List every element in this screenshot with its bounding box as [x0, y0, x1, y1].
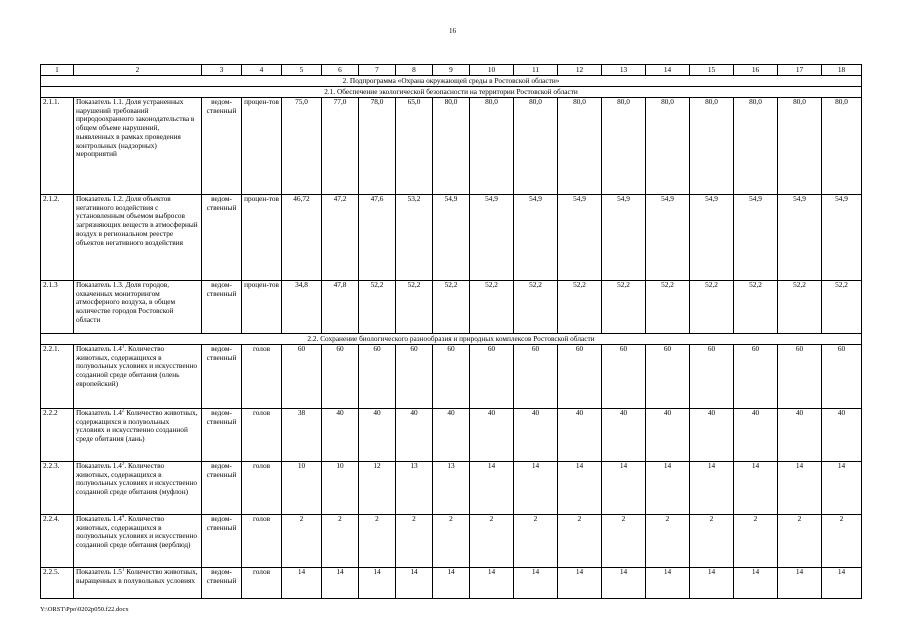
indicator-unit: голов: [242, 345, 282, 409]
indicator-type: ведом-ственный: [202, 462, 242, 515]
indicator-prefix: Показатель 1.4: [76, 514, 122, 523]
indicator-text: Количество животных, выращенных в полувольных условиях: [76, 567, 198, 585]
column-number-cell: 17: [778, 65, 822, 76]
indicator-value: 80,0: [778, 98, 822, 195]
column-number-cell: 3: [202, 65, 242, 76]
column-number-row: [41, 65, 862, 76]
indicator-value: 52,2: [778, 281, 822, 334]
indicator-superscript: 3: [121, 461, 125, 467]
indicator-value: 14: [646, 462, 690, 515]
page-number: 16: [449, 27, 456, 35]
indicator-value: 52,2: [690, 281, 734, 334]
indicator-unit: голов: [242, 462, 282, 515]
indicator-value: 60: [734, 345, 778, 409]
indicator-value: 54,9: [734, 195, 778, 281]
indicator-value: 52,2: [470, 281, 514, 334]
indicator-superscript: 1: [121, 567, 125, 573]
column-number-cell: 14: [646, 65, 690, 76]
indicator-value: 13: [396, 462, 433, 515]
indicator-value: 2: [514, 515, 558, 568]
indicator-value: 52,2: [558, 281, 602, 334]
column-number-cell: 13: [602, 65, 646, 76]
indicator-prefix: Показатель 1.4: [76, 344, 122, 353]
indicator-value: 38: [282, 409, 322, 462]
indicator-value: 40: [322, 409, 359, 462]
indicator-type: ведом-ственный: [202, 409, 242, 462]
indicator-value: 40: [470, 409, 514, 462]
indicator-value: 14: [690, 568, 734, 599]
indicator-text: Количество животных, содержащихся в полувольных условиях и искусственно созданной среде обитания (лань): [76, 408, 198, 444]
indicator-value: 14: [470, 568, 514, 599]
indicator-unit: голов: [242, 515, 282, 568]
indicator-value: 60: [646, 345, 690, 409]
indicator-value: 60: [558, 345, 602, 409]
indicator-value: 2: [558, 515, 602, 568]
indicator-value: 52,2: [646, 281, 690, 334]
indicator-value: 46,72: [282, 195, 322, 281]
indicator-value: 12: [359, 462, 396, 515]
indicator-type: ведом-ственный: [202, 568, 242, 599]
section-2-title-row-title: 2.2. Сохранение биологического разнообразия и природных комплексов Ростовской области: [41, 334, 862, 345]
indicator-value: 60: [778, 345, 822, 409]
indicator-value: 2: [734, 515, 778, 568]
indicator-unit: процен-тов: [242, 281, 282, 334]
indicator-name: [74, 515, 202, 568]
indicator-value: 80,0: [602, 98, 646, 195]
column-number-cell: 9: [433, 65, 470, 76]
indicator-value: 34,8: [282, 281, 322, 334]
indicator-value: 2: [646, 515, 690, 568]
indicator-value: 80,0: [822, 98, 862, 195]
indicator-value: 14: [822, 568, 862, 599]
indicator-text: . Количество животных, содержащихся в полувольных условиях и искусственно созданной среде обитания (муфлон): [76, 461, 198, 497]
section-2-title-row: [41, 334, 862, 345]
indicator-value: 2: [282, 515, 322, 568]
section-1-title-row: [41, 87, 862, 98]
indicator-value: 14: [778, 462, 822, 515]
indicator-code: 2.1.1.: [41, 98, 74, 195]
indicator-value: 14: [690, 462, 734, 515]
indicator-value: 40: [359, 409, 396, 462]
indicator-value: 54,9: [433, 195, 470, 281]
indicator-value: 14: [734, 462, 778, 515]
indicator-name: Показатель 1.1. Доля устраненных нарушений требований природоохранного законодательства в общем объеме нарушений, выявленных в рамках проведения контрольных (надзорных) мероприятий: [74, 98, 202, 195]
indicator-value: 14: [470, 462, 514, 515]
indicator-type: ведом-ственный: [202, 345, 242, 409]
indicator-value: 52,2: [396, 281, 433, 334]
indicator-value: 14: [822, 462, 862, 515]
indicator-code: 2.2.2: [41, 409, 74, 462]
indicator-value: 2: [822, 515, 862, 568]
indicator-value: 14: [514, 462, 558, 515]
indicator-value: 60: [822, 345, 862, 409]
indicator-unit: голов: [242, 568, 282, 599]
indicator-value: 47,2: [322, 195, 359, 281]
indicator-value: 47,8: [322, 281, 359, 334]
column-number-cell: 10: [470, 65, 514, 76]
indicator-value: 52,2: [433, 281, 470, 334]
indicator-value: 78,0: [359, 98, 396, 195]
indicator-value: 40: [396, 409, 433, 462]
indicator-value: 60: [359, 345, 396, 409]
indicator-value: 14: [602, 568, 646, 599]
indicator-row: [41, 281, 862, 334]
indicator-value: 14: [778, 568, 822, 599]
indicator-name: [74, 345, 202, 409]
indicator-value: 40: [822, 409, 862, 462]
indicator-value: 60: [470, 345, 514, 409]
indicator-value: 54,9: [822, 195, 862, 281]
indicator-value: 60: [282, 345, 322, 409]
subprogram-title-row: [41, 76, 862, 87]
indicator-name: [74, 409, 202, 462]
indicator-unit: процен-тов: [242, 98, 282, 195]
section-1-title-row-title: 2.1. Обеспечение экологической безопасности на территории Ростовской области: [41, 87, 862, 98]
indicator-value: 80,0: [470, 98, 514, 195]
indicator-value: 14: [602, 462, 646, 515]
indicator-value: 65,0: [396, 98, 433, 195]
indicator-value: 14: [396, 568, 433, 599]
column-number-cell: 1: [41, 65, 74, 76]
indicator-value: 60: [514, 345, 558, 409]
indicator-value: 60: [602, 345, 646, 409]
column-number-cell: 18: [822, 65, 862, 76]
indicator-value: 80,0: [514, 98, 558, 195]
indicator-value: 40: [646, 409, 690, 462]
indicator-superscript: 1: [121, 344, 125, 350]
column-number-cell: 7: [359, 65, 396, 76]
indicator-value: 14: [514, 568, 558, 599]
indicator-type: ведом-ственный: [202, 281, 242, 334]
indicator-value: 2: [396, 515, 433, 568]
indicator-value: 13: [433, 462, 470, 515]
indicator-value: 14: [646, 568, 690, 599]
indicator-row: [41, 98, 862, 195]
indicator-value: 14: [322, 568, 359, 599]
indicator-name: Показатель 1.3. Доля городов, охваченных мониторингом атмосферного воздуха, в общем количестве городов Ростовской области: [74, 281, 202, 334]
indicator-value: 14: [558, 462, 602, 515]
indicator-row: [41, 462, 862, 515]
indicator-value: 80,0: [690, 98, 734, 195]
indicator-type: ведом-ственный: [202, 98, 242, 195]
indicator-text: . Количество животных, содержащихся в полувольных условиях и искусственно созданной среде обитания (верблюд): [76, 514, 198, 550]
indicator-row: [41, 568, 862, 599]
indicator-value: 2: [470, 515, 514, 568]
indicator-value: 10: [282, 462, 322, 515]
indicator-name: [74, 462, 202, 515]
indicator-value: 54,9: [690, 195, 734, 281]
indicator-value: 40: [602, 409, 646, 462]
indicator-value: 2: [778, 515, 822, 568]
indicator-type: ведом-ственный: [202, 515, 242, 568]
indicator-value: 80,0: [433, 98, 470, 195]
column-number-cell: 16: [734, 65, 778, 76]
indicator-value: 54,9: [514, 195, 558, 281]
footer-file-path: Y:\ORST\Ppo\0202p050.f22.docx: [40, 606, 129, 613]
column-number-cell: 4: [242, 65, 282, 76]
indicator-value: 2: [359, 515, 396, 568]
indicator-value: 54,9: [558, 195, 602, 281]
indicator-superscript: 2: [121, 408, 125, 414]
indicator-value: 40: [558, 409, 602, 462]
indicator-value: 54,9: [602, 195, 646, 281]
indicator-value: 2: [322, 515, 359, 568]
indicator-value: 60: [396, 345, 433, 409]
indicator-value: 47,6: [359, 195, 396, 281]
indicator-code: 2.2.4.: [41, 515, 74, 568]
indicator-value: 52,2: [514, 281, 558, 334]
indicator-value: 14: [558, 568, 602, 599]
indicator-unit: голов: [242, 409, 282, 462]
column-number-cell: 12: [558, 65, 602, 76]
column-number-cell: 6: [322, 65, 359, 76]
indicator-text: . Количество животных, содержащихся в полувольных условиях и искусственно созданной среде обитания (олень европейский): [76, 344, 198, 388]
subprogram-title-row-title: 2. Подпрограмма «Охрана окружающей среды в Ростовской области»: [41, 76, 862, 87]
indicator-value: 54,9: [470, 195, 514, 281]
indicator-value: 40: [778, 409, 822, 462]
indicator-value: 2: [433, 515, 470, 568]
indicator-row: [41, 345, 862, 409]
indicator-value: 52,2: [359, 281, 396, 334]
indicator-code: 2.2.5.: [41, 568, 74, 599]
indicator-prefix: Показатель 1.4: [76, 461, 122, 470]
indicator-value: 52,2: [734, 281, 778, 334]
indicator-value: 75,0: [282, 98, 322, 195]
indicator-value: 40: [734, 409, 778, 462]
indicator-code: 2.2.3.: [41, 462, 74, 515]
indicator-value: 14: [359, 568, 396, 599]
indicator-value: 2: [602, 515, 646, 568]
indicator-value: 52,2: [822, 281, 862, 334]
indicators-table: [40, 64, 862, 599]
indicator-value: 14: [282, 568, 322, 599]
indicator-value: 54,9: [778, 195, 822, 281]
column-number-cell: 15: [690, 65, 734, 76]
indicator-unit: процен-тов: [242, 195, 282, 281]
column-number-cell: 8: [396, 65, 433, 76]
indicator-value: 60: [322, 345, 359, 409]
indicator-row: [41, 195, 862, 281]
indicator-value: 40: [514, 409, 558, 462]
indicator-code: 2.1.3: [41, 281, 74, 334]
indicator-value: 52,2: [602, 281, 646, 334]
column-number-cell: 2: [74, 65, 202, 76]
indicator-type: ведом-ственный: [202, 195, 242, 281]
indicator-code: 2.2.1.: [41, 345, 74, 409]
indicator-value: 77,0: [322, 98, 359, 195]
indicator-superscript: 4: [121, 514, 125, 520]
column-number-cell: 5: [282, 65, 322, 76]
indicator-row: [41, 409, 862, 462]
indicator-value: 80,0: [558, 98, 602, 195]
indicator-name: Показатель 1.2. Доля объектов негативного воздействия с установленным объемом выбросов загрязняющих веществ в атмосферный воздух в региональном реестре объектов негативного воздействия: [74, 195, 202, 281]
indicator-value: 14: [734, 568, 778, 599]
indicator-value: 54,9: [646, 195, 690, 281]
indicator-value: 10: [322, 462, 359, 515]
indicator-value: 40: [433, 409, 470, 462]
indicator-value: 60: [690, 345, 734, 409]
indicator-value: 80,0: [734, 98, 778, 195]
indicator-value: 2: [690, 515, 734, 568]
indicator-name: [74, 568, 202, 599]
column-number-cell: 11: [514, 65, 558, 76]
indicator-prefix: Показатель 1.4: [76, 408, 122, 417]
indicator-value: 40: [690, 409, 734, 462]
indicator-value: 60: [433, 345, 470, 409]
indicator-prefix: Показатель 1.5: [76, 567, 122, 576]
indicator-code: 2.1.2.: [41, 195, 74, 281]
indicator-value: 14: [433, 568, 470, 599]
indicator-row: [41, 515, 862, 568]
indicator-value: 80,0: [646, 98, 690, 195]
indicator-value: 53,2: [396, 195, 433, 281]
